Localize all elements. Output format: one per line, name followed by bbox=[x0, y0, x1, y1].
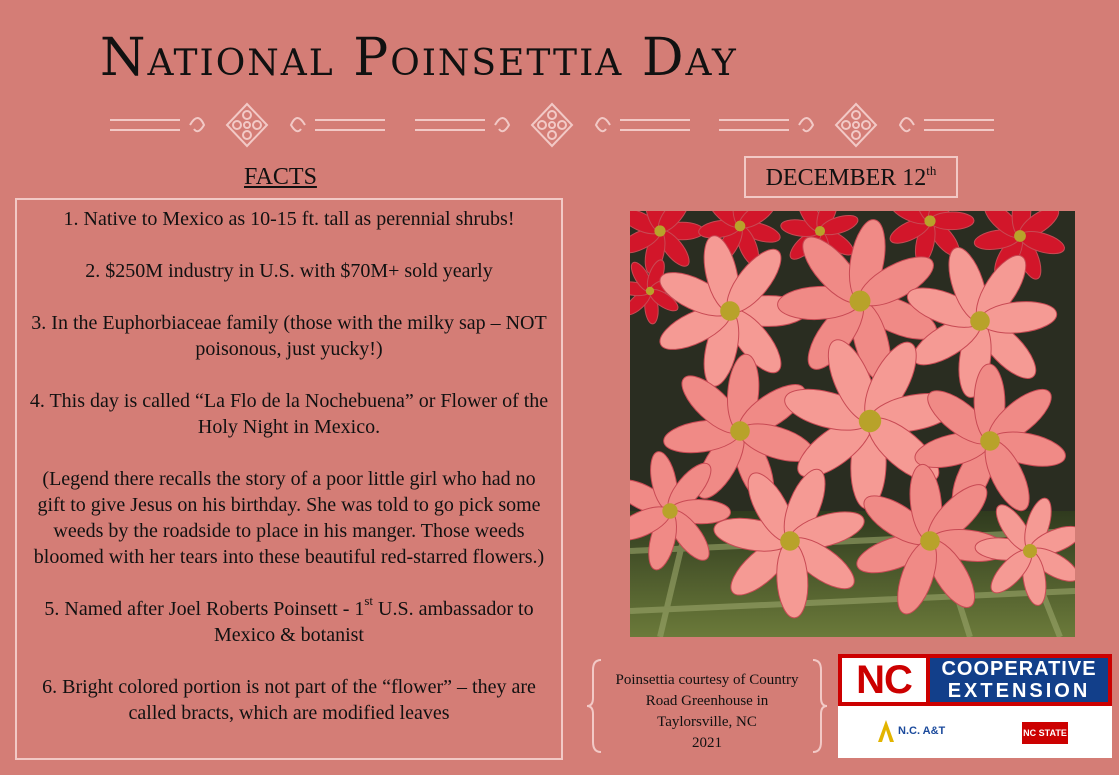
date-sup: th bbox=[926, 163, 937, 178]
fact-item: 1. Native to Mexico as 10-15 ft. tall as perennial shrubs! bbox=[63, 208, 515, 230]
ornament-divider bbox=[719, 100, 994, 150]
date-main: DECEMBER 12 bbox=[765, 165, 927, 191]
aggie-icon bbox=[878, 720, 894, 742]
caption-line: 2021 bbox=[692, 735, 722, 751]
date-box bbox=[744, 156, 958, 198]
logo-line2: EXTENSION bbox=[947, 680, 1091, 702]
fact5-prefix: 5. Named after Joel Roberts Poinsett - 1 bbox=[44, 598, 365, 620]
ncat-label: N.C. A&T bbox=[898, 725, 946, 737]
ornament-divider bbox=[415, 100, 690, 150]
photo-caption bbox=[587, 658, 827, 754]
caption-line: Road Greenhouse in bbox=[645, 693, 769, 709]
ncat-logo bbox=[878, 720, 945, 744]
page-title: National Poinsettia Day bbox=[100, 28, 738, 88]
fact-item-legend: (Legend there recalls the story of a poor little girl who had no gift to give Jesus on his birthday. She was told to go pick some weeds by the roadside to place in his manger. Those weeds bloomed with her tears into these beautiful red-starred flowers.) bbox=[33, 468, 545, 568]
ncstate-logo: NC STATE bbox=[1022, 722, 1068, 744]
fact-item bbox=[29, 593, 549, 648]
facts-box bbox=[15, 198, 563, 760]
facts-heading: FACTS bbox=[244, 164, 317, 190]
fact-item: 6. Bright colored portion is not part of the “flower” – they are called bracts, which are modified leaves bbox=[42, 676, 536, 724]
poinsettia-photo bbox=[630, 211, 1075, 637]
caption-line: Taylorsville, NC bbox=[657, 714, 757, 730]
nc-cooperative-extension-logo bbox=[838, 654, 1112, 758]
caption-line: Poinsettia courtesy of Country bbox=[615, 672, 799, 688]
fact-item: 3. In the Euphorbiaceae family (those with the milky sap – NOT poisonous, just yucky!) bbox=[31, 312, 547, 360]
logo-nc: NC bbox=[842, 658, 926, 702]
fact-item: 4. This day is called “La Flo de la Nochebuena” or Flower of the Holy Night in Mexico. bbox=[29, 390, 549, 438]
logo-banner bbox=[838, 654, 1112, 706]
fact-item: 2. $250M industry in U.S. with $70M+ sold yearly bbox=[85, 260, 493, 282]
fact5-suffix: U.S. ambassador to Mexico & botanist bbox=[214, 598, 534, 646]
logo-line1: COOPERATIVE bbox=[941, 658, 1097, 680]
logo-coop bbox=[930, 658, 1108, 702]
ornament-divider bbox=[110, 100, 385, 150]
fact5-sup: st bbox=[364, 593, 374, 608]
